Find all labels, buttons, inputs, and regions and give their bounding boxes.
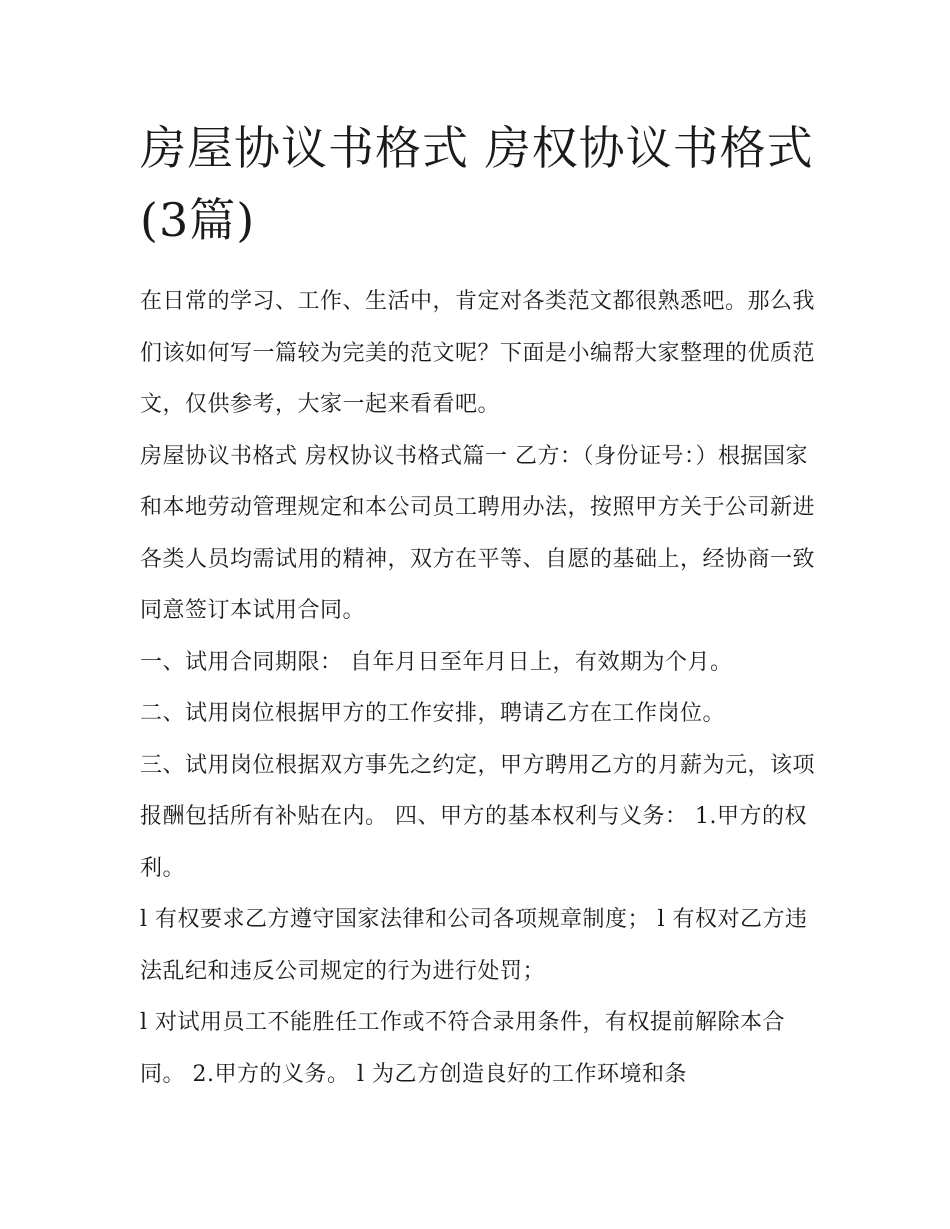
document-body <box>140 276 820 1100</box>
paragraph-contract-preamble: 房屋协议书格式 房权协议书格式篇一 乙方：（身份证号：）根据国家和本地劳动管理规定和本公司员工聘用办法，按照甲方关于公司新进各类人员均需试用的精神，双方在平等、自愿的基础上，经协商一致同意签订本试用合同。 <box>140 443 816 623</box>
paragraph-intro: 在日常的学习、工作、生活中，肯定对各类范文都很熟悉吧。那么我们该如何写一篇较为完美的范文呢？下面是小编帮大家整理的优质范文，仅供参考，大家一起来看看吧。 <box>140 289 816 417</box>
paragraph-party-a-obligations: l 对试用员工不能胜任工作或不符合录用条件，有权提前解除本合同。 2.甲方的义务。 l 为乙方创造良好的工作环境和条 <box>140 1010 786 1087</box>
document-page <box>140 112 820 1100</box>
document-title: 房屋协议书格式 房权协议书格式(3篇) <box>140 121 814 247</box>
paragraph-trial-position: 二、试用岗位根据甲方的工作安排，聘请乙方在工作岗位。 <box>140 701 726 726</box>
paragraph-trial-period: 一、试用合同期限： 自年月日至年月日上，有效期为个月。 <box>140 649 733 675</box>
paragraph-party-a-rights: l 有权要求乙方遵守国家法律和公司各项规章制度； l 有权对乙方违法乱纪和违反公司规定的行为进行处罚； <box>140 907 808 984</box>
paragraph-salary-and-rights: 三、试用岗位根据双方事先之约定，甲方聘用乙方的月薪为元，该项报酬包括所有补贴在内。 四、甲方的基本权利与义务： 1.甲方的权利。 <box>140 752 816 881</box>
